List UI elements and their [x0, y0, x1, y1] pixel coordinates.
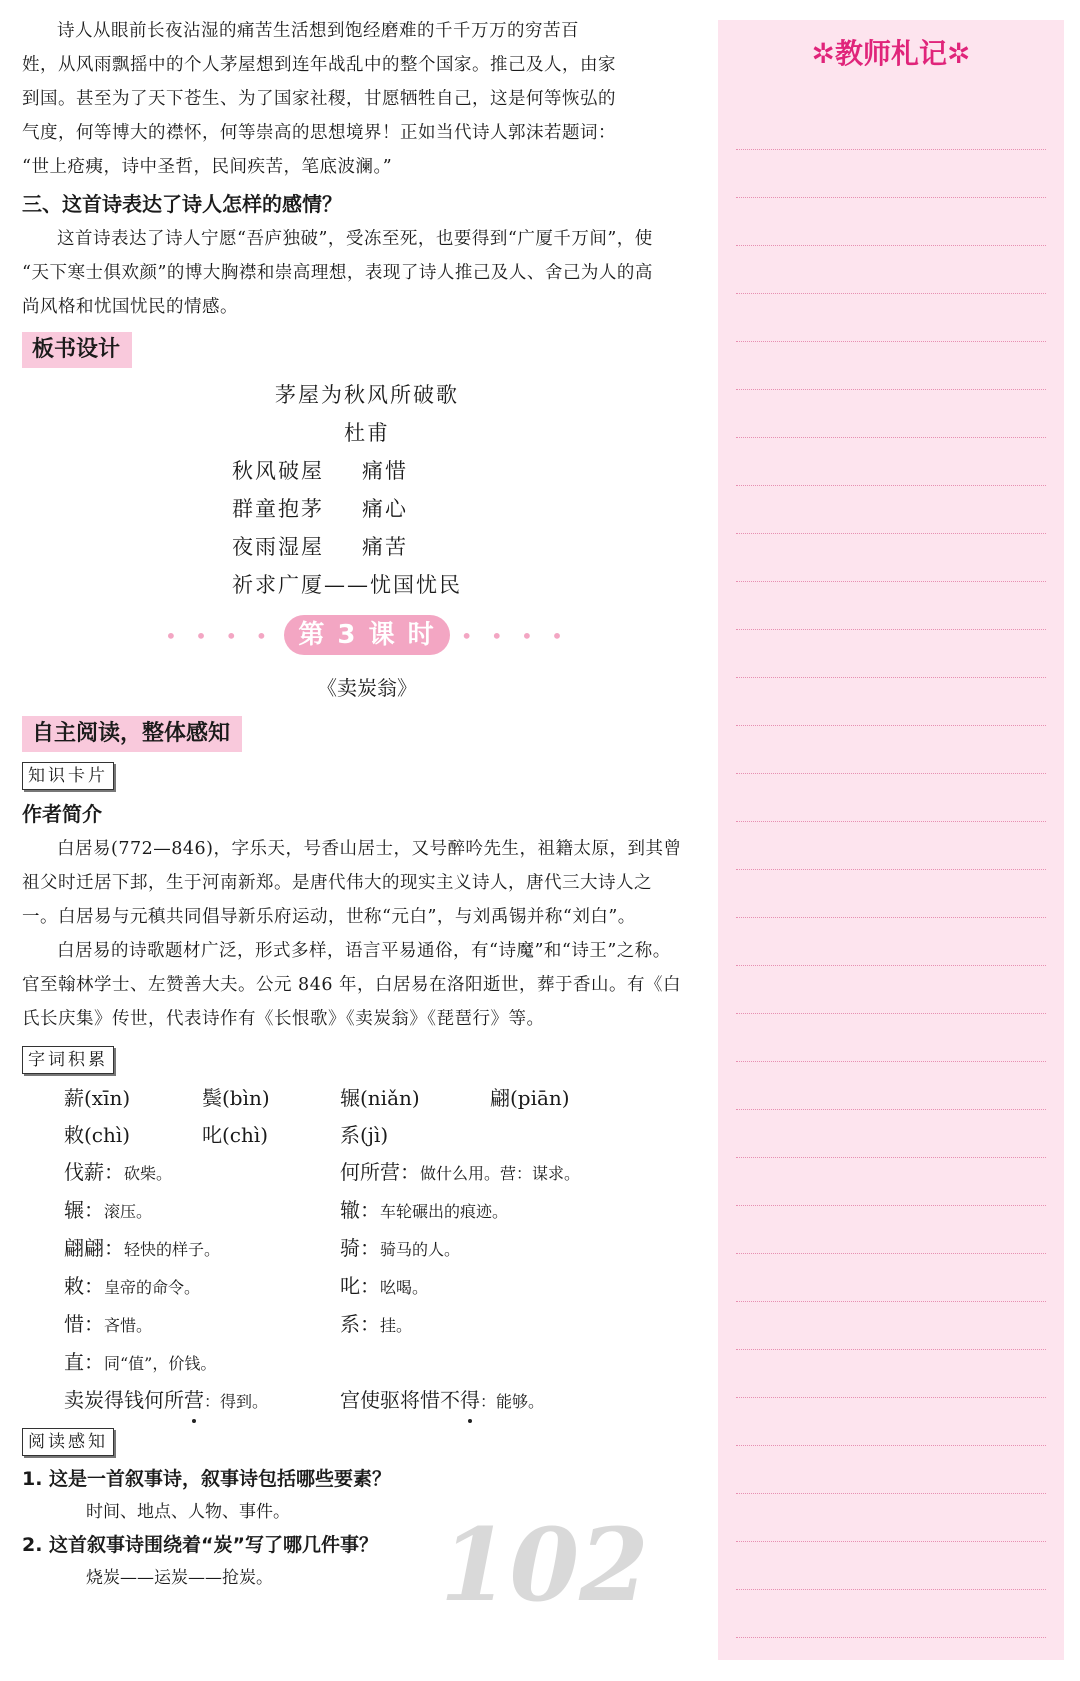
note-line — [736, 726, 1046, 774]
page-number: 102 — [440, 1506, 649, 1624]
emphasized-char: 得 — [460, 1382, 480, 1419]
note-line — [736, 486, 1046, 534]
gloss-row: 伐薪：砍柴。 何所营：做什么用。营：谋求。 — [64, 1160, 581, 1184]
pinyin-row: 薪(xīn) 鬓(bìn) 辗(niǎn) 翩(piān) — [64, 1086, 570, 1110]
note-line — [736, 1542, 1046, 1590]
note-lines — [736, 102, 1046, 1638]
note-line — [736, 1254, 1046, 1302]
reading-card-label: 阅读感知 — [22, 1428, 114, 1456]
note-line — [736, 1206, 1046, 1254]
note-line — [736, 1302, 1046, 1350]
note-line — [736, 1062, 1046, 1110]
section-heading: 自主阅读，整体感知 — [22, 716, 242, 752]
note-line — [736, 534, 1046, 582]
board-design-heading: 板书设计 — [22, 332, 132, 368]
board-author: 杜甫 — [344, 421, 390, 445]
note-line — [736, 774, 1046, 822]
note-line — [736, 918, 1046, 966]
vocabulary-list — [22, 1080, 712, 1420]
teacher-notes-title: ✲教师札记✲ — [811, 37, 971, 70]
text-line: “天下寒士俱欢颜”的博大胸襟和崇高理想，表现了诗人推己及人、舍己为人的高 — [22, 263, 653, 283]
text-line: 到国。甚至为了天下苍生、为了国家社稷，甘愿牺牲自己，这是何等恢弘的 — [22, 89, 616, 109]
decorative-dots: • • • • — [165, 624, 274, 648]
main-content — [22, 14, 712, 1594]
question-3-title: 三、这首诗表达了诗人怎样的感情？ — [22, 192, 342, 216]
lesson-number-badge: 第 3 课 时 — [284, 615, 449, 655]
decorative-dots: • • • • — [460, 624, 569, 648]
note-line — [736, 822, 1046, 870]
text-line: “世上疮痍，诗中圣哲，民间疾苦，笔底波澜。” — [22, 157, 393, 177]
note-line — [736, 342, 1046, 390]
gloss-row: 辗：滚压。 辙：车轮碾出的痕迹。 — [64, 1198, 509, 1222]
board-title: 茅屋为秋风所破歌 — [275, 383, 459, 407]
gloss-row: 敕：皇帝的命令。 叱：吆喝。 — [64, 1274, 429, 1298]
note-line — [736, 150, 1046, 198]
vocabulary-card-label: 字词积累 — [22, 1046, 114, 1074]
note-line — [736, 1494, 1046, 1542]
knowledge-card-label: 知识卡片 — [22, 762, 114, 790]
note-line — [736, 582, 1046, 630]
board-row: 祈求广厦——忧国忧民 — [232, 573, 462, 597]
text-line: 白居易(772—846)，字乐天，号香山居士，又号醉吟先生，祖籍太原，到其曾 — [57, 839, 682, 859]
answer-2: 烧炭——运炭——抢炭。 — [86, 1568, 273, 1588]
note-line — [736, 102, 1046, 150]
question-2: 2. 这首叙事诗围绕着“炭”写了哪几件事？ — [22, 1534, 379, 1556]
board-row: 群童抱茅 痛心 — [232, 497, 408, 521]
note-line — [736, 294, 1046, 342]
teacher-notes-panel — [718, 20, 1064, 1660]
text-line: 姓，从风雨飘摇中的个人茅屋想到连年战乱中的整个国家。推己及人，由家 — [22, 55, 616, 75]
note-line — [736, 1446, 1046, 1494]
text-line: 这首诗表达了诗人宁愿“吾庐独破”，受冻至死，也要得到“广厦千万间”，使 — [57, 229, 653, 249]
board-row: 秋风破屋 痛惜 — [232, 459, 408, 483]
note-line — [736, 1158, 1046, 1206]
poem-title: 《卖炭翁》 — [317, 676, 417, 700]
answer-1: 时间、地点、人物、事件。 — [86, 1502, 290, 1522]
board-design — [22, 376, 712, 604]
note-line — [736, 870, 1046, 918]
note-line — [736, 630, 1046, 678]
question-1: 1. 这是一首叙事诗，叙事诗包括哪些要素？ — [22, 1468, 392, 1490]
note-line — [736, 390, 1046, 438]
text-line: 白居易的诗歌题材广泛，形式多样，语言平易通俗，有“诗魔”和“诗王”之称。 — [57, 941, 671, 961]
text-line: 一。白居易与元稹共同倡导新乐府运动，世称“元白”，与刘禹锡并称“刘白”。 — [22, 907, 636, 927]
note-line — [736, 198, 1046, 246]
note-line — [736, 438, 1046, 486]
question-3-answer — [22, 222, 712, 324]
pinyin-row: 敕(chì) 叱(chì) 系(jì) — [64, 1123, 389, 1147]
lesson-banner — [22, 614, 712, 660]
board-row: 夜雨湿屋 痛苦 — [232, 535, 408, 559]
text-line: 气度，何等博大的襟怀，何等崇高的思想境界！正如当代诗人郭沫若题词： — [22, 123, 616, 143]
emphasis-row: 卖炭得钱何所营：得到。 宫使驱将惜不得：能够。 — [64, 1382, 712, 1420]
text-line: 氏长庆集》传世，代表诗作有《长恨歌》《卖炭翁》《琵琶行》等。 — [22, 1009, 545, 1029]
note-line — [736, 1590, 1046, 1638]
text-line: 官至翰林学士、左赞善大夫。公元 846 年，白居易在洛阳逝世，葬于香山。有《白 — [22, 975, 682, 995]
note-line — [736, 246, 1046, 294]
top-paragraph — [22, 14, 712, 184]
note-line — [736, 1014, 1046, 1062]
text-line: 祖父时迁居下邽，生于河南新郑。是唐代伟大的现实主义诗人，唐代三大诗人之 — [22, 873, 652, 893]
gloss-row: 直：同“值”，价钱。 — [64, 1350, 217, 1374]
gloss-row: 翩翩：轻快的样子。 骑：骑马的人。 — [64, 1236, 461, 1260]
author-intro — [22, 832, 712, 1036]
text-line: 尚风格和忧国忧民的情感。 — [22, 297, 238, 317]
note-line — [736, 1110, 1046, 1158]
note-line — [736, 1350, 1046, 1398]
author-intro-heading: 作者简介 — [22, 802, 102, 826]
note-line — [736, 966, 1046, 1014]
emphasized-char: 营 — [184, 1382, 204, 1419]
gloss-row: 惜：吝惜。 系：挂。 — [64, 1312, 413, 1336]
note-line — [736, 1398, 1046, 1446]
text-line: 诗人从眼前长夜沾湿的痛苦生活想到饱经磨难的千千万万的穷苦百 — [57, 21, 579, 41]
note-line — [736, 678, 1046, 726]
